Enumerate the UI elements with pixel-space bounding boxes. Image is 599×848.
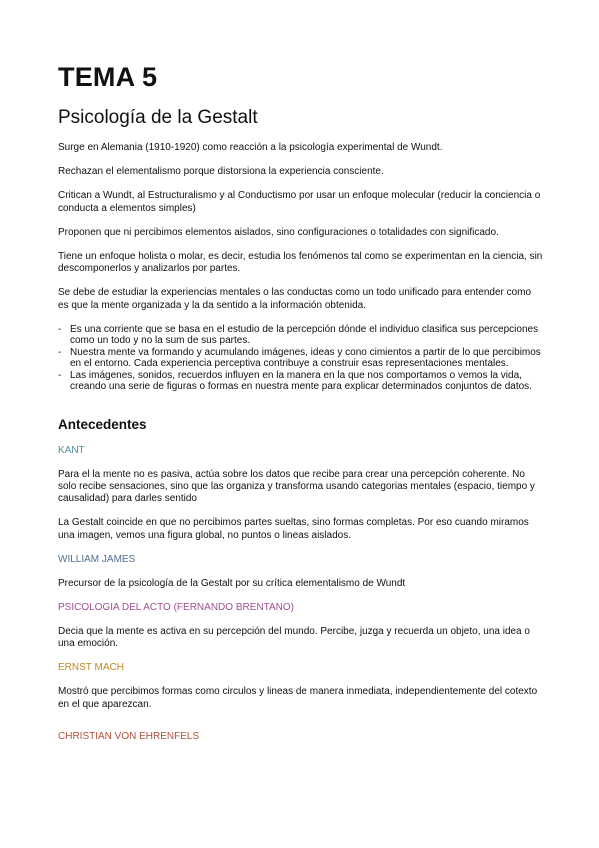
subheading-brentano: PSICOLOGIA DEL ACTO (FERNANDO BRENTANO) [58, 602, 294, 614]
kant-paragraph-2: La Gestalt coincide en que no percibimos partes sueltas, sino formas completas. Por eso cuando miramos una imagen, vemos una figura global, no puntos o lineas aislados. [58, 517, 529, 541]
page-title: TEMA 5 [58, 62, 158, 92]
james-paragraph: Precursor de la psicología de la Gestalt por su crítica elementalismo de Wundt [58, 577, 406, 589]
intro-paragraph-4: Proponen que ni percibimos elementos aislados, sino configuraciones o totalidades con significado. [58, 226, 499, 238]
bullet-text: Nuestra mente va formando y acumulando imágenes, ideas y cono cimientos a partir de lo que percibimos en el entorno. Cada experiencia perceptiva contribuye a construir esas representaciones mentales. [70, 346, 541, 370]
document-page [58, 60, 544, 755]
subheading-ernst-mach: ERNST MACH [58, 662, 124, 674]
bullet-list [58, 324, 544, 393]
bullet-item [58, 347, 544, 370]
bullet-item [58, 370, 544, 393]
intro-paragraph-6: Se debe de estudiar la experiencias mentales o las conductas como un todo unificado para entender como es que la mente organizada y la da sentido a la información obtenida. [58, 287, 532, 311]
subheading-ehrenfels: CHRISTIAN VON EHRENFELS [58, 730, 200, 742]
section-heading-antecedentes: Antecedentes [58, 416, 147, 432]
subheading-william-james: WILLIAM JAMES [58, 553, 136, 565]
bullet-text: Es una corriente que se basa en el estudio de la percepción dónde el individuo clasifica sus percepciones como un todo y no la sum de sus partes. [70, 323, 539, 347]
brentano-paragraph: Decia que la mente es activa en su percepción del mundo. Percibe, juzga y recuerda un objeto, una idea o una emoción. [58, 626, 530, 650]
bullet-marker: - [58, 323, 62, 335]
intro-paragraph-2: Rechazan el elementalismo porque distorsiona la experiencia consciente. [58, 166, 384, 178]
bullet-item [58, 324, 544, 347]
bullet-text: Las imágenes, sonidos, recuerdos influyen en la manera en la que nos comportamos o vemos la vida, creando una serie de figuras o formas en nuestra mente para explicar determinados conjuntos de datos. [70, 369, 532, 393]
intro-paragraph-3: Critican a Wundt, al Estructuralismo y al Conductismo por usar un enfoque molecular (reducir la conciencia o conducta a elementos simples) [58, 190, 541, 214]
subheading-kant: KANT [58, 444, 85, 456]
bullet-marker: - [58, 369, 62, 381]
bullet-marker: - [58, 346, 62, 358]
kant-paragraph-1: Para el la mente no es pasiva, actúa sobre los datos que recibe para crear una percepción coherente. No solo recibe sensaciones, sino que las organiza y transforma usando categorias mentales (espacio, tiempo y causalidad) para darles sentido [58, 468, 535, 505]
page-subtitle: Psicología de la Gestalt [58, 107, 258, 128]
mach-paragraph: Mostró que percibimos formas como circulos y lineas de manera inmediata, independientemente del cotexto en el que aparezcan. [58, 686, 538, 710]
intro-paragraph-5: Tiene un enfoque holista o molar, es decir, estudia los fenómenos tal como se experimentan en la ciencia, sin descomponerlos y analizarlos por partes. [58, 251, 543, 275]
intro-paragraph-1: Surge en Alemania (1910-1920) como reacción a la psicología experimental de Wundt. [58, 142, 443, 153]
